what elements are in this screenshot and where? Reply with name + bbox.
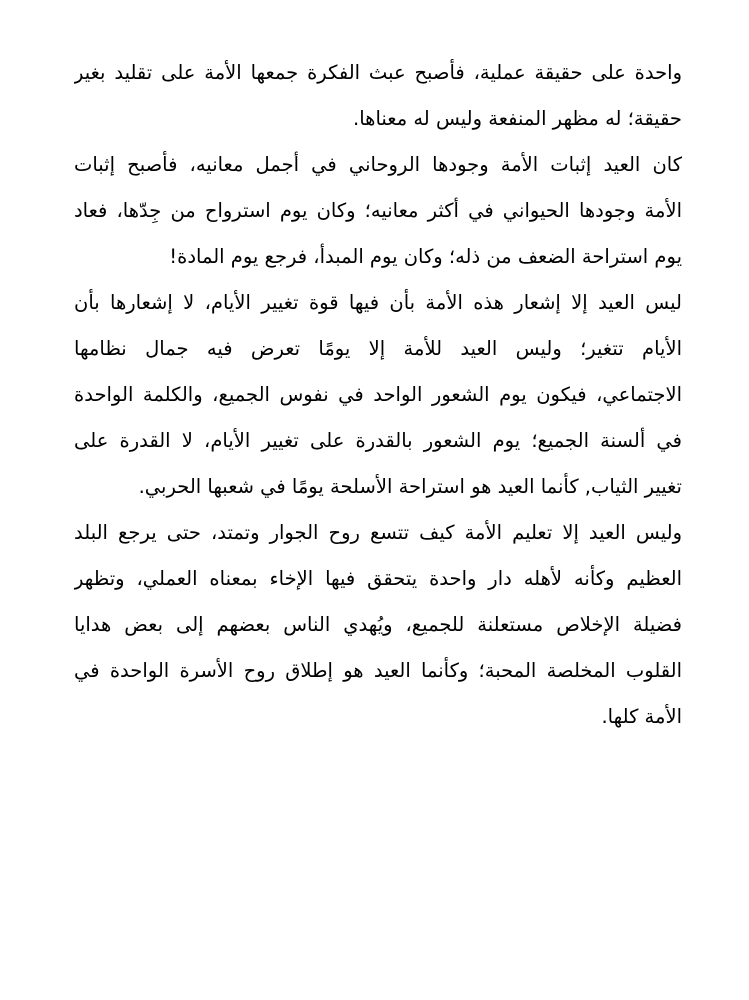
text-line: الأمة كلها. bbox=[601, 705, 682, 728]
document-body bbox=[74, 50, 682, 740]
text-line: ليس العيد إلا إشعار هذه الأمة بأن فيها قوة تغيير الأيام، لا إشعارها بأن bbox=[74, 291, 682, 314]
text-line: تغيير الثياب, كأنما العيد هو استراحة الأسلحة يومًا في شعبها الحربي. bbox=[138, 475, 682, 498]
text-line: كان العيد إثبات الأمة وجودها الروحاني في أجمل معانيه، فأصبح إثبات bbox=[74, 153, 682, 176]
text-line: وليس العيد إلا تعليم الأمة كيف تتسع روح الجوار وتمتد، حتى يرجع البلد bbox=[74, 521, 682, 544]
text-line: يوم استراحة الضعف من ذله؛ وكان يوم المبدأ، فرجع يوم المادة! bbox=[169, 245, 682, 268]
text-line: القلوب المخلصة المحبة؛ وكأنما العيد هو إطلاق روح الأسرة الواحدة في bbox=[74, 659, 682, 682]
text-line: في ألسنة الجميع؛ يوم الشعور بالقدرة على تغيير الأيام، لا القدرة على bbox=[74, 429, 682, 452]
text-line: فضيلة الإخلاص مستعلنة للجميع، ويُهدي الناس بعضهم إلى بعض هدايا bbox=[74, 613, 682, 636]
text-line: واحدة على حقيقة عملية، فأصبح عبث الفكرة جمعها الأمة على تقليد بغير bbox=[74, 61, 682, 84]
text-line: الأمة وجودها الحيواني في أكثر معانيه؛ وكان يوم استرواح من جِدّها، فعاد bbox=[74, 199, 682, 222]
text-line: العظيم وكأنه لأهله دار واحدة يتحقق فيها الإخاء بمعناه العملي، وتظهر bbox=[74, 567, 682, 590]
text-line: الاجتماعي، فيكون يوم الشعور الواحد في نفوس الجميع، والكلمة الواحدة bbox=[74, 383, 682, 406]
text-line: الأيام تتغير؛ وليس العيد للأمة إلا يومًا تعرض فيه جمال نظامها bbox=[74, 337, 682, 360]
text-line: حقيقة؛ له مظهر المنفعة وليس له معناها. bbox=[353, 107, 682, 130]
